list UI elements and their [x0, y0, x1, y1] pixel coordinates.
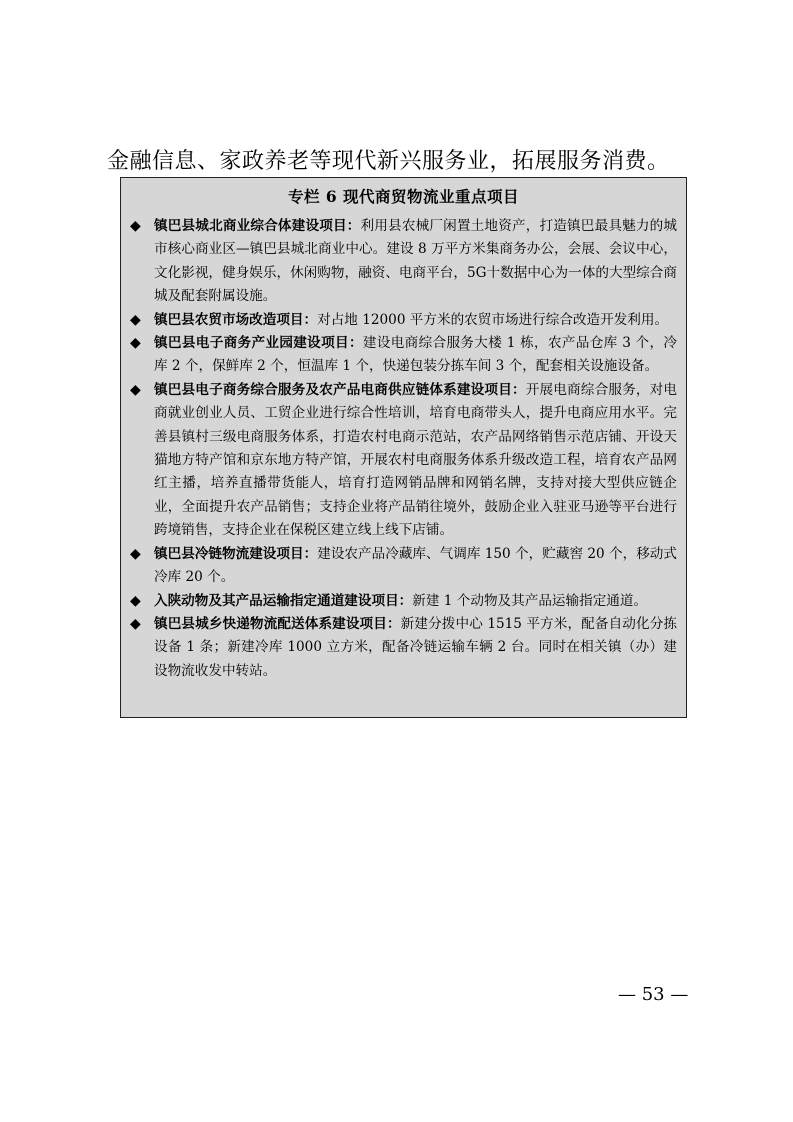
- project-description: 新建分拨中心 1515 平方米，配备自动化分拣设备 1 条；新建冷库 1000 立方米，配备冷链运输车辆 2 台。同时在相关镇（办）建设物流收发中转站。: [154, 615, 677, 679]
- project-name: 镇巴县城北商业综合体建设项目：: [154, 218, 361, 234]
- project-description: 建设农产品冷藏库、气调库 150 个，贮藏窖 20 个，移动式冷库 20 个。: [154, 545, 677, 586]
- project-item: [130, 332, 677, 379]
- project-description: 开展电商综合服务，对电商就业创业人员、工贸企业进行综合性培训，培育电商带头人，提升电商应用水平。完善县镇村三级电商服务体系，打造农村电商示范站，农产品网络销售示范店铺、开设天猫地方特产馆和京东地方特产馆，开展农村电商服务体系升级改造工程，培育农产品网红主播，培养直播带货能人，培育打造网销品牌和网销名牌，支持对接大型供应链企业，全面提升农产品销售；支持企业将产品销往境外，鼓励企业入驻亚马逊等平台进行跨境销售，支持企业在保税区建立线上线下店铺。: [154, 381, 678, 539]
- project-name: 镇巴县电子商务综合服务及农产品电商供应链体系建设项目：: [154, 381, 526, 398]
- diamond-bullet-icon: ◆: [130, 545, 141, 562]
- diamond-bullet-icon: ◆: [130, 218, 141, 234]
- project-item: [130, 379, 677, 543]
- box-title: 专栏 6 现代商贸物流业重点项目: [287, 187, 520, 206]
- project-item: [130, 543, 677, 590]
- project-item: [130, 309, 677, 332]
- project-name: 镇巴县电子商务产业园建设项目：: [154, 335, 363, 352]
- diamond-bullet-icon: ◆: [130, 592, 141, 609]
- project-description: 利用县农械厂闲置土地资产，打造镇巴最具魅力的城市核心商业区—镇巴县城北商业中心。建设 8 万平方米集商务办公，会展、会议中心，文化影视，健身娱乐，休闲购物，融资、电商平台，5G十数据中心为一体的大型综合商城及配套附属设施。: [154, 218, 677, 305]
- diamond-bullet-icon: ◆: [130, 381, 141, 398]
- project-item: [130, 613, 677, 683]
- project-description: 对占地 12000 平方米的农贸市场进行综合改造开发利用。: [317, 311, 669, 328]
- project-name: 镇巴县农贸市场改造项目：: [154, 311, 318, 328]
- project-name: 入陕动物及其产品运输指定通道建设项目：: [154, 592, 413, 609]
- diamond-bullet-icon: ◆: [130, 311, 141, 328]
- project-item: [130, 590, 677, 613]
- diamond-bullet-icon: ◆: [130, 615, 141, 632]
- project-item: [130, 215, 677, 309]
- project-name: 镇巴县城乡快递物流配送体系建设项目：: [154, 615, 401, 632]
- project-description: 新建 1 个动物及其产品运输指定通道。: [412, 592, 648, 609]
- project-name: 镇巴县冷链物流建设项目：: [154, 545, 318, 562]
- page-number: — 53 —: [618, 984, 689, 1005]
- feature-box: [120, 177, 687, 718]
- diamond-bullet-icon: ◆: [130, 335, 141, 352]
- intro-paragraph: 金融信息、家政养老等现代新兴服务业，拓展服务消费。: [107, 149, 670, 174]
- project-description: 建设电商综合服务大楼 1 栋，农产品仓库 3 个，冷库 2 个，保鲜库 2 个，恒温库 1 个，快递包装分拣车间 3 个，配套相关设施设备。: [154, 335, 677, 375]
